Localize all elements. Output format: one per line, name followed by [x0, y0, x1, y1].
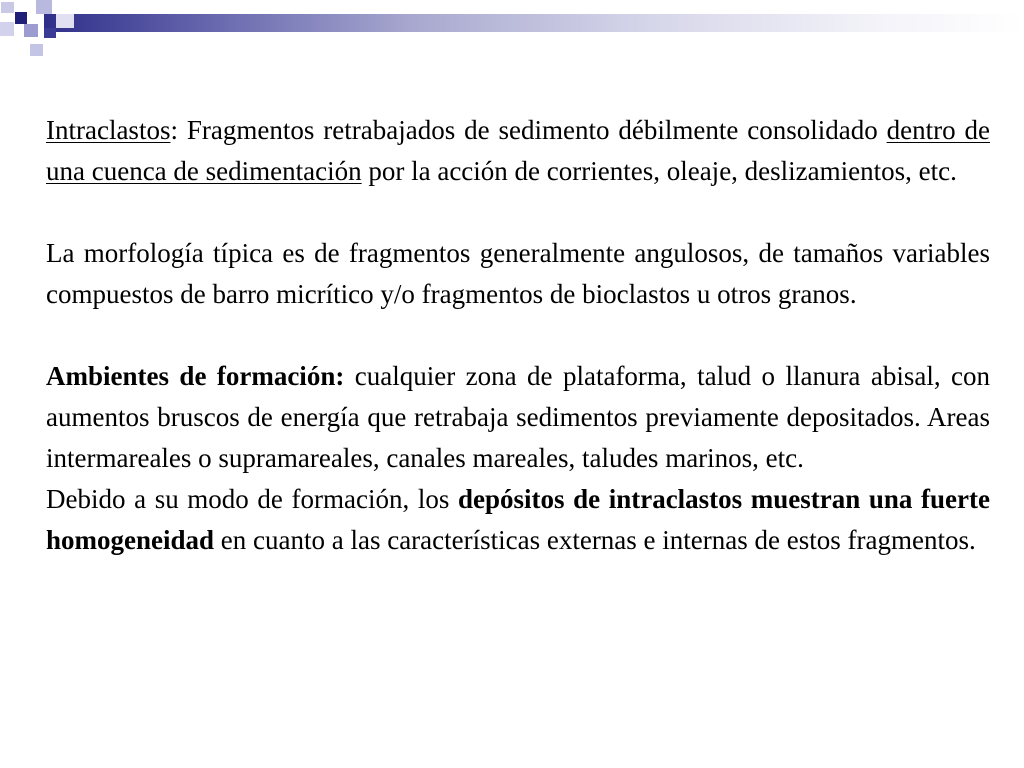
definition-text: Fragmentos retrabajados de sedimento débilmente consolidado [177, 115, 887, 145]
homogeneity-text-end: en cuanto a las características externas e internas de estos fragmentos. [214, 525, 976, 555]
decorative-square [1, 2, 14, 13]
paragraph-intraclastos-definition [46, 110, 990, 192]
environments-heading: Ambientes de formación: [46, 361, 345, 391]
paragraph-spacer [46, 192, 990, 233]
homogeneity-text: Debido a su modo de formación, los [46, 484, 458, 514]
header-gradient-bar [44, 14, 1024, 32]
decorative-square [24, 24, 38, 37]
homogeneity-bold: depósitos de intraclastos muestran una fuerte homogeneidad [46, 484, 990, 555]
decorative-square [30, 44, 43, 56]
decorative-square [56, 14, 74, 28]
term-colon: : [170, 115, 178, 145]
decorative-square [0, 22, 14, 36]
environments-text: cualquier zona de plataforma, talud o llanura abisal, con aumentos bruscos de energía que retrabaja sedimentos previamente depositados. Areas intermareales o supramareales, canales mareales, taludes marinos, etc. [46, 361, 990, 473]
paragraph-environments [46, 356, 990, 479]
paragraph-homogeneity [46, 479, 990, 561]
decorative-square [15, 12, 27, 24]
paragraph-morphology: La morfología típica es de fragmentos generalmente angulosos, de tamaños variables compuestos de barro micrítico y/o fragmentos de bioclastos u otros granos. [46, 238, 990, 309]
slide-body [46, 110, 990, 561]
underlined-phrase: dentro de una cuenca de sedimentación [46, 115, 990, 186]
decorative-square [36, 0, 52, 14]
decorative-square [44, 28, 56, 38]
definition-text-end: por la acción de corrientes, oleaje, deslizamientos, etc. [361, 156, 957, 186]
term-intraclastos: Intraclastos [46, 115, 171, 145]
paragraph-spacer [46, 315, 990, 356]
slide-header-decoration [0, 0, 1024, 60]
